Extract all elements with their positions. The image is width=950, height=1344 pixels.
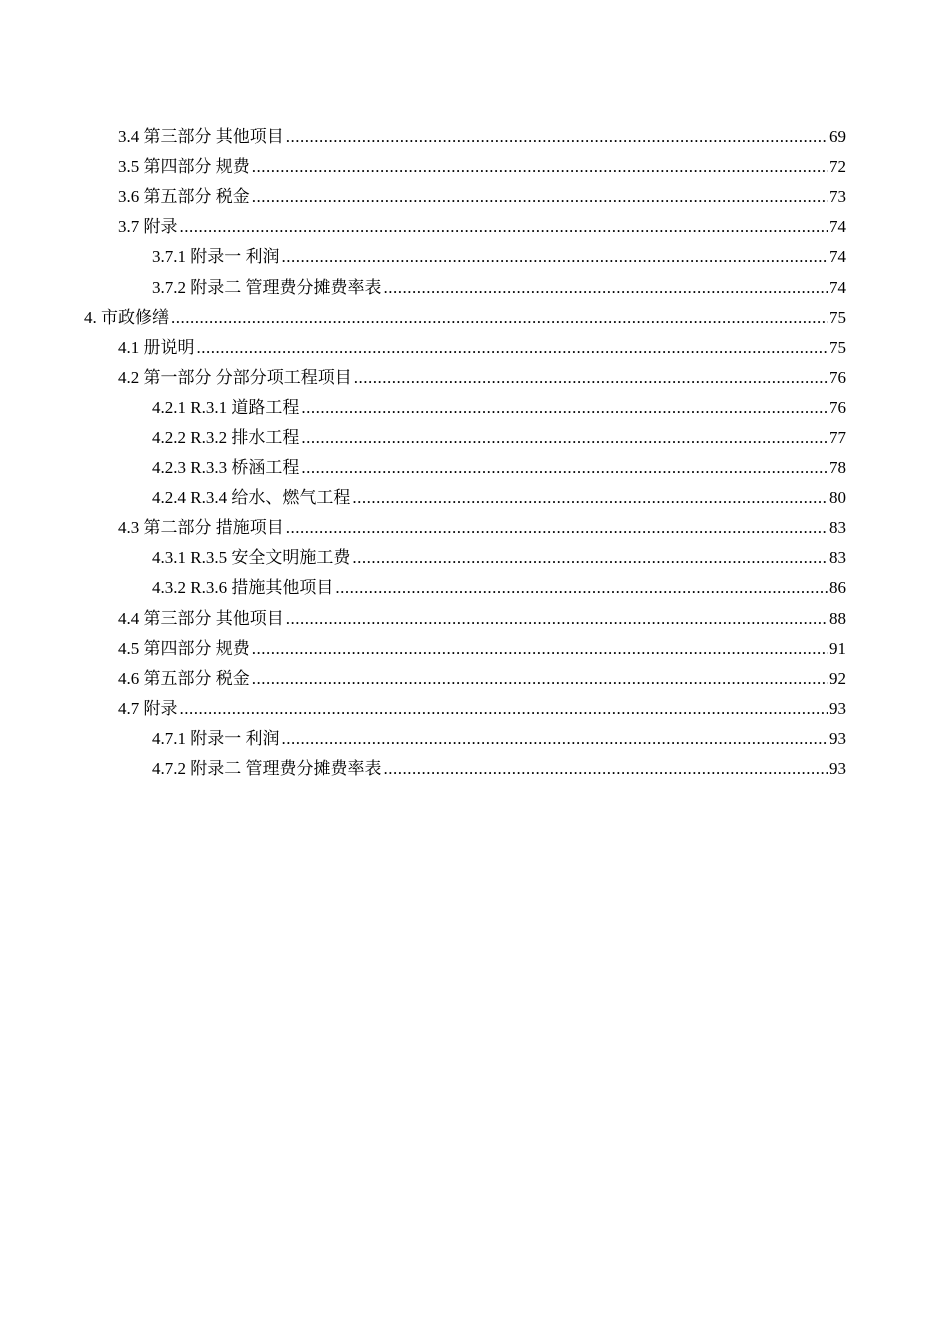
toc-dot-leader (286, 122, 828, 152)
toc-entry-label: 4.7.2 附录二 管理费分摊费率表 (152, 759, 382, 779)
toc-entry-4-3[interactable] (0, 513, 950, 543)
toc-page-number: 93 (829, 759, 846, 779)
toc-page-number: 74 (829, 277, 846, 297)
toc-entry-3-6[interactable] (0, 182, 950, 212)
toc-entry-label: 4.2.1 R.3.1 道路工程 (152, 397, 300, 417)
toc-entry-label: 3.5 第四部分 规费 (118, 157, 250, 177)
toc-dot-leader (180, 212, 829, 242)
toc-page-number: 74 (829, 217, 846, 237)
toc-entry-label: 3.7.2 附录二 管理费分摊费率表 (152, 277, 382, 297)
toc-dot-leader (301, 453, 828, 483)
toc-dot-leader (354, 363, 828, 393)
toc-page-number: 75 (829, 337, 846, 357)
toc-entry-label: 4.2.2 R.3.2 排水工程 (152, 427, 300, 447)
toc-dot-leader (301, 393, 828, 423)
toc-dot-leader (301, 423, 828, 453)
toc-entry-label: 4.2.3 R.3.3 桥涵工程 (152, 458, 300, 478)
toc-dot-leader (171, 303, 828, 333)
toc-entry-3-5[interactable] (0, 152, 950, 182)
toc-entry-label: 3.7.1 附录一 利润 (152, 247, 280, 267)
toc-entry-3-7-2[interactable] (0, 272, 950, 302)
toc-page-number: 69 (829, 127, 846, 147)
toc-entry-4-2-1[interactable] (0, 393, 950, 423)
toc-page-number: 80 (829, 488, 846, 508)
toc-dot-leader (252, 664, 828, 694)
toc-page-number: 76 (829, 397, 846, 417)
toc-dot-leader (335, 573, 828, 603)
toc-dot-leader (286, 604, 828, 634)
toc-entry-4-2-2[interactable] (0, 423, 950, 453)
toc-entry-label: 4.1 册说明 (118, 337, 195, 357)
toc-entry-label: 4.4 第三部分 其他项目 (118, 608, 284, 628)
toc-page-number: 76 (829, 367, 846, 387)
toc-dot-leader (252, 634, 828, 664)
toc-entry-label: 4.7.1 附录一 利润 (152, 728, 280, 748)
toc-page-number: 72 (829, 157, 846, 177)
toc-dot-leader (252, 182, 828, 212)
toc-entry-label: 4. 市政修缮 (84, 307, 169, 327)
toc-entry-4-6[interactable] (0, 664, 950, 694)
toc-entry-label: 4.2 第一部分 分部分项工程项目 (118, 367, 352, 387)
toc-entry-4-3-2[interactable] (0, 573, 950, 603)
toc-dot-leader (252, 152, 828, 182)
toc-dot-leader (384, 754, 829, 784)
toc-entry-4-3-1[interactable] (0, 543, 950, 573)
toc-entry-label: 4.3.1 R.3.5 安全文明施工费 (152, 548, 351, 568)
toc-entry-4-2-4[interactable] (0, 483, 950, 513)
toc-entry-label: 4.3.2 R.3.6 措施其他项目 (152, 578, 334, 598)
toc-entry-4-7[interactable] (0, 694, 950, 724)
toc-entry-3-4[interactable] (0, 122, 950, 152)
toc-entry-label: 4.5 第四部分 规费 (118, 638, 250, 658)
table-of-contents (0, 122, 950, 784)
toc-entry-label: 4.3 第二部分 措施项目 (118, 518, 284, 538)
toc-dot-leader (197, 333, 829, 363)
toc-page-number: 91 (829, 638, 846, 658)
toc-page-number: 75 (829, 307, 846, 327)
toc-dot-leader (282, 724, 829, 754)
toc-dot-leader (286, 513, 828, 543)
toc-page-number: 93 (829, 698, 846, 718)
toc-dot-leader (180, 694, 829, 724)
toc-dot-leader (352, 483, 828, 513)
toc-entry-3-7-1[interactable] (0, 242, 950, 272)
toc-entry-label: 3.7 附录 (118, 217, 178, 237)
toc-page-number: 74 (829, 247, 846, 267)
toc-page-number: 92 (829, 668, 846, 688)
toc-entry-4-1[interactable] (0, 333, 950, 363)
toc-entry-label: 4.7 附录 (118, 698, 178, 718)
toc-page-number: 78 (829, 458, 846, 478)
toc-dot-leader (282, 242, 829, 272)
toc-entry-4-7-2[interactable] (0, 754, 950, 784)
toc-dot-leader (384, 273, 829, 303)
toc-page-number: 77 (829, 427, 846, 447)
toc-page-number: 86 (829, 578, 846, 598)
toc-entry-4-7-1[interactable] (0, 724, 950, 754)
toc-entry-3-7[interactable] (0, 212, 950, 242)
toc-page-number: 93 (829, 728, 846, 748)
toc-page-number: 83 (829, 548, 846, 568)
toc-page-number: 73 (829, 187, 846, 207)
toc-entry-4-5[interactable] (0, 634, 950, 664)
toc-entry-4-2[interactable] (0, 363, 950, 393)
toc-entry-4[interactable] (0, 303, 950, 333)
toc-entry-label: 4.6 第五部分 税金 (118, 668, 250, 688)
toc-page-number: 88 (829, 608, 846, 628)
toc-entry-label: 3.4 第三部分 其他项目 (118, 127, 284, 147)
toc-entry-label: 4.2.4 R.3.4 给水、燃气工程 (152, 488, 351, 508)
toc-page-number: 83 (829, 518, 846, 538)
toc-entry-4-2-3[interactable] (0, 453, 950, 483)
toc-dot-leader (352, 543, 828, 573)
toc-entry-label: 3.6 第五部分 税金 (118, 187, 250, 207)
toc-entry-4-4[interactable] (0, 604, 950, 634)
